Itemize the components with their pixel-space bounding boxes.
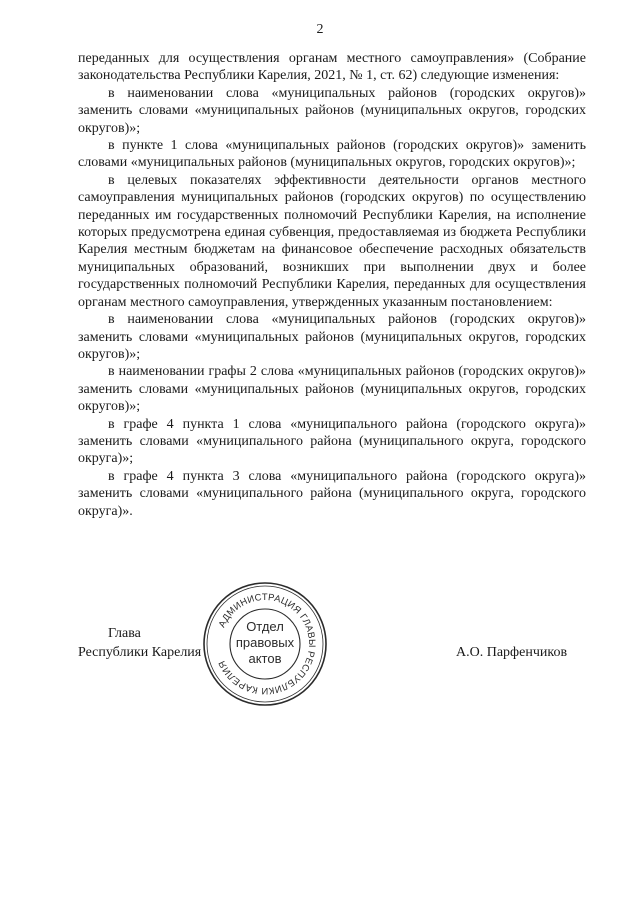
signatory-name: А.О. Парфенчиков bbox=[456, 645, 568, 660]
paragraph: в графе 4 пункта 3 слова «муниципального района (городского округа)» заменить словами «муниципального района (муниципального округа, городского округа)». bbox=[78, 468, 586, 519]
paragraph: в наименовании слова «муниципальных районов (городских округов)» заменить словами «муниципальных районов (муниципальных округов, городских округов)»; bbox=[78, 85, 586, 136]
official-stamp bbox=[201, 580, 329, 708]
paragraph: в графе 4 пункта 1 слова «муниципального района (городского округа)» заменить словами «муниципального района (муниципального округа, городского округа)»; bbox=[78, 416, 586, 467]
document-body bbox=[78, 50, 586, 520]
paragraph: в пункте 1 слова «муниципальных районов (городских округов)» заменить словами «муниципальных районов (муниципальных округов, городских округов)»; bbox=[78, 138, 586, 171]
stamp-center-line: Отдел bbox=[246, 619, 284, 634]
signatory-title bbox=[78, 624, 201, 662]
stamp-seal-graphic bbox=[201, 580, 329, 708]
paragraph: в наименовании слова «муниципальных районов (городских округов)» заменить словами «муниципальных районов (муниципальных округов, городских округов)»; bbox=[78, 312, 586, 362]
paragraph: переданных для осуществления органам местного самоуправления» (Собрание законодательства Республики Карелия, 2021, № 1, ст. 62) следующие изменения: bbox=[78, 51, 586, 84]
paragraph: в наименовании графы 2 слова «муниципальных районов (городских округов)» заменить словами «муниципальных районов (муниципальных округов, городских округов)»; bbox=[78, 364, 586, 415]
stamp-ring-text: АДМИНИСТРАЦИЯ ГЛАВЫ РЕСПУБЛИКИ КАРЕЛИЯ bbox=[215, 590, 319, 698]
paragraph: в целевых показателях эффективности деятельности органов местного самоуправления муниципальных районов (городских округов) по осуществлению переданных им государственных полномочий Республики Карелия, на исполнение которых предусмотрена единая субвенция, предоставляемая из бюджета Республики Карелия местным бюджетам на финансовое обеспечение расходных обязательств муниципальных образований, возникших при выполнении двух и более государственных полномочий Республики Карелия, переданных для осуществления органам местного самоуправления, утвержденных указанным постановлением: bbox=[78, 172, 586, 310]
stamp-center-line: правовых bbox=[235, 635, 295, 650]
signatory-title-line: Глава bbox=[108, 626, 141, 641]
signatory-title-line: Республики Карелия bbox=[78, 645, 202, 660]
page-number: 2 bbox=[316, 22, 324, 37]
stamp-center-line: актов bbox=[248, 651, 282, 666]
